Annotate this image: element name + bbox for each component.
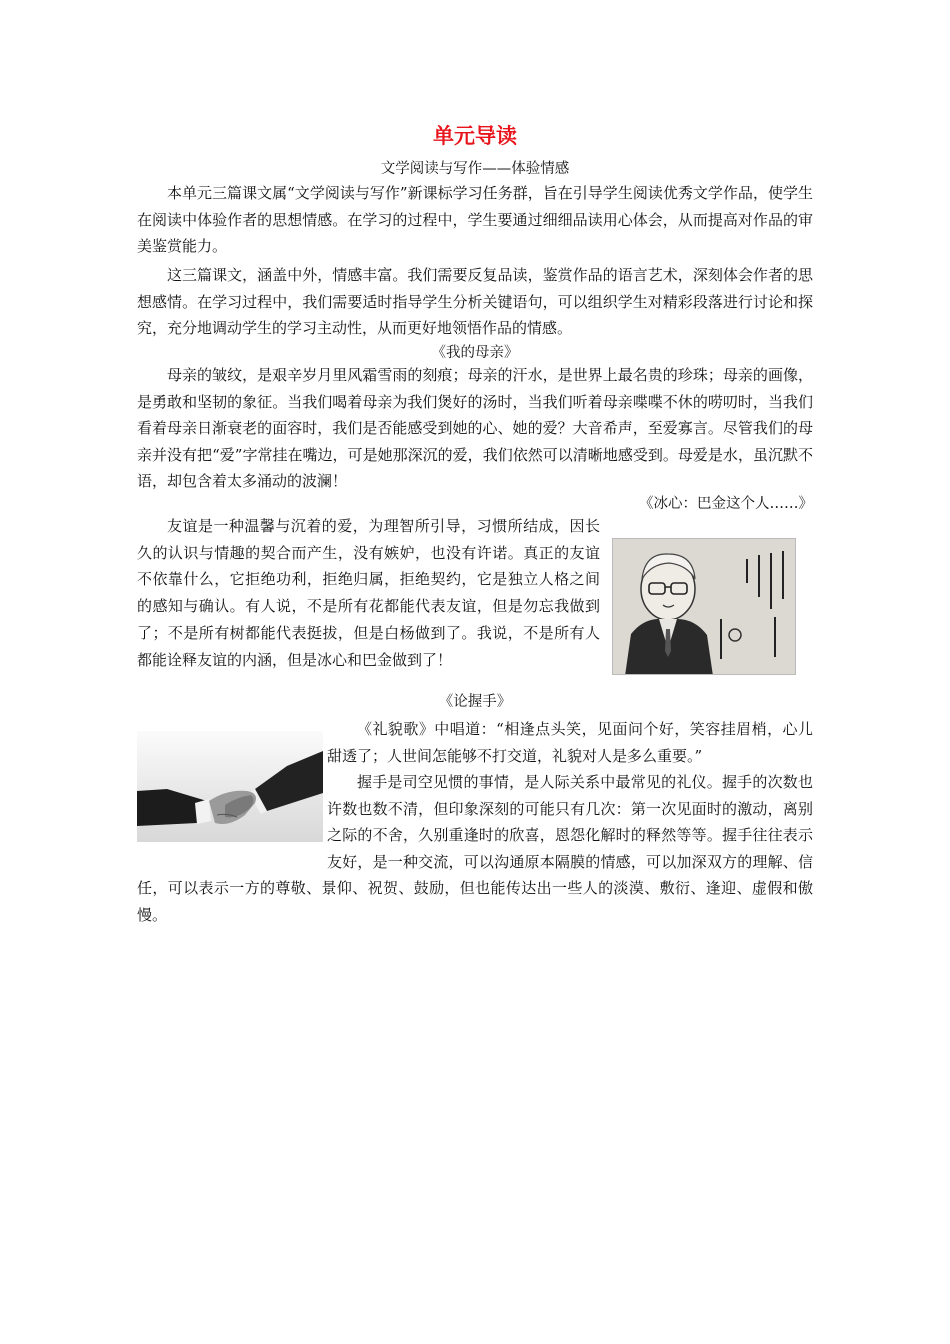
page-subtitle: 文学阅读与写作——体验情感 — [380, 161, 570, 177]
section-heading-handshake: 《论握手》 — [438, 694, 512, 710]
section-text-handshake-2 — [137, 769, 813, 928]
section-heading-bingxin-bajin: 《冰心：巴金这个人……》 — [639, 496, 813, 512]
intro-paragraph-2: 这三篇课文，涵盖中外，情感丰富。我们需要反复品读，鉴赏作品的语言艺术，深刻体会作者的思想感情。在学习过程中，我们需要适时指导学生分析关键语句，可以组织学生对精彩段落进行讨论和探究，充分地调动学生的学习主动性，从而更好地领悟作品的情感。 — [137, 266, 813, 337]
handshake-body-text: 握手是司空见惯的事情，是人际关系中最常见的礼仪。握手的次数也许数也数不清，但印象深刻的可能只有几次：第一次见面时的激动，离别之际的不舍，久别重逢时的欣喜，恩怨化解时的释然等等。握手往往表示友好，是一种交流，可以沟通原本隔膜的情感，可以加深双方的理解、信任，可以表示一方的尊敬、景仰、祝贺、鼓励，但也能传达出一些人的淡漠、敷衍、逢迎、虚假和傲慢。 — [137, 773, 813, 924]
image-wrap-spacer-2 — [137, 769, 327, 849]
section-text-bingxin-bajin: 友谊是一种温馨与沉着的爱，为理智所引导，习惯所结成，因长久的认识与情趣的契合而产生，没有嫉妒，也没有许诺。真正的友谊不依靠什么，它拒绝功利，拒绝归属，拒绝契约，它是独立人格之间的感知与确认。有人说，不是所有花都能代表友谊，但是勿忘我做到了；不是所有树都能代表挺拔，但是白杨做到了。我说，不是所有人都能诠释友谊的内涵，但是冰心和巴金做到了！ — [137, 517, 600, 669]
section-heading-my-mother: 《我的母亲》 — [431, 345, 519, 361]
bajin-portrait-image — [612, 538, 796, 675]
section-text-my-mother: 母亲的皱纹，是艰辛岁月里风霜雪雨的刻痕；母亲的汗水，是世界上最名贵的珍珠；母亲的画像，是勇敢和坚韧的象征。当我们喝着母亲为我们煲好的汤时，当我们听着母亲喋喋不休的唠叨时，当我们看着母亲日渐衰老的面容时，我们是否能感受到她的心、她的爱？大音希声，至爱寡言。尽管我们的母亲并没有把“爱”字常挂在嘴边，可是她那深沉的爱，我们依然可以清晰地感受到。母爱是水，虽沉默不语，却包含着太多涌动的波澜！ — [137, 366, 813, 490]
intro-paragraph-1: 本单元三篇课文属“文学阅读与写作”新课标学习任务群，旨在引导学生阅读优秀文学作品，使学生在阅读中体验作者的思想情感。在学习的过程中，学生要通过细细品读用心体会，从而提高对作品的审美鉴赏能力。 — [137, 184, 813, 255]
page-title: 单元导读 — [433, 124, 517, 148]
handshake-quote-text: 《礼貌歌》中唱道：“相逢点头笑，见面问个好，笑容挂眉梢，心儿甜透了；人世间怎能够不打交道，礼貌对人是多么重要。” — [327, 720, 813, 765]
